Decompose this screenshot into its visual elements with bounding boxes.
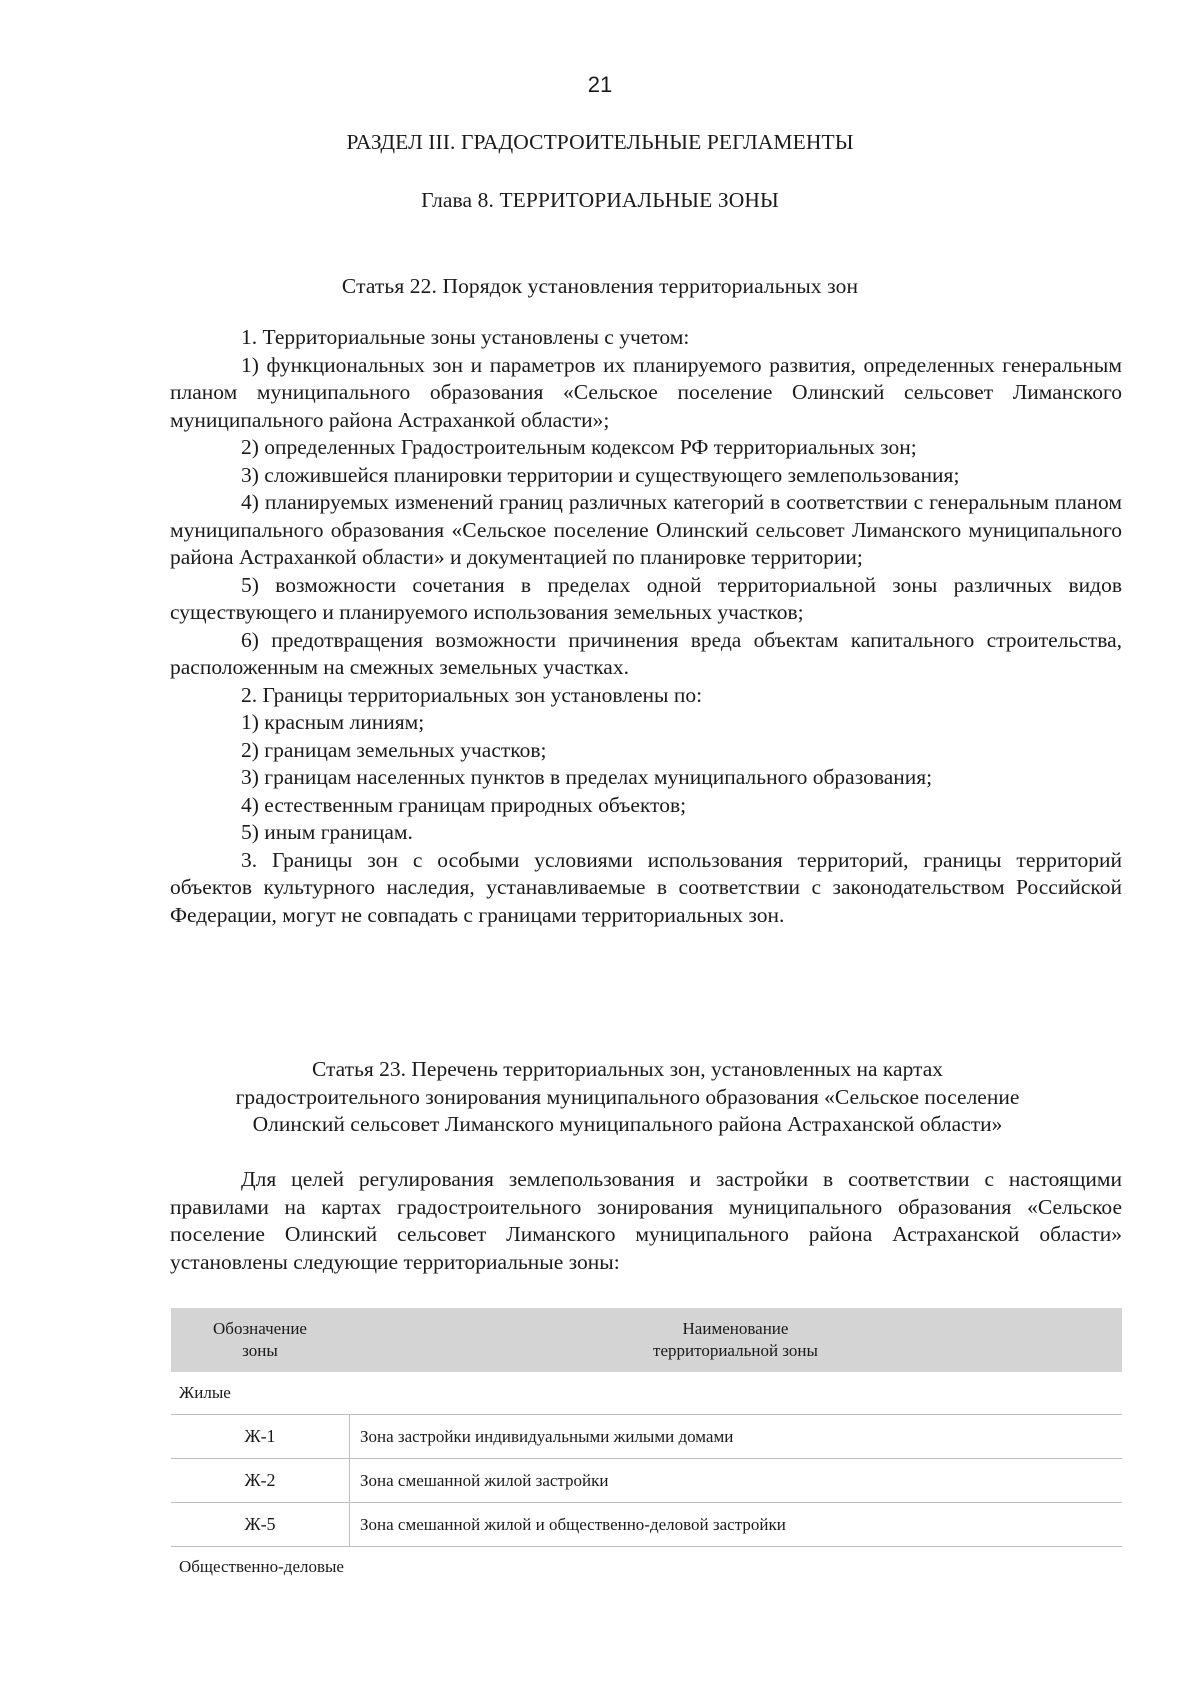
table-row [171, 1414, 1122, 1458]
paragraph: 4) планируемых изменений границ различных категорий в соответствии с генеральным планом муниципального образования «Сельское поселение Олинский сельсовет Лиманского муниципального района Астраханкой области» и документацией по планировке территории; [170, 490, 1122, 569]
zone-name: Зона застройки индивидуальными жилыми домами [360, 1426, 734, 1446]
header-zone-code [171, 1318, 349, 1362]
page-number: 21 [587, 72, 613, 97]
paragraph: 2. Границы территориальных зон установлены по: [241, 682, 703, 707]
article-23-body [170, 1166, 1122, 1276]
header-zone-code-line: зоны [242, 1341, 278, 1360]
chapter-title: Глава 8. ТЕРРИТОРИАЛЬНЫЕ ЗОНЫ [421, 188, 779, 212]
header-zone-name-line: Наименование [682, 1319, 789, 1338]
zone-name: Зона смешанной жилой застройки [360, 1470, 609, 1490]
table-group-label: Общественно-деловые [179, 1557, 344, 1576]
paragraph: 2) границам земельных участков; [241, 737, 547, 762]
article-23-title [180, 1056, 1075, 1139]
table-row [171, 1458, 1122, 1502]
zone-table [171, 1308, 1122, 1587]
table-row [171, 1502, 1122, 1546]
article-22-title: Статья 22. Порядок установления территориальных зон [341, 274, 859, 298]
article-23-title-line: Олинский сельсовет Лиманского муниципального района Астраханской области» [252, 1112, 1003, 1136]
article-23-title-line: Статья 23. Перечень территориальных зон, установленных на картах [311, 1057, 944, 1081]
zone-code: Ж-1 [171, 1415, 350, 1458]
table-rows [171, 1414, 1122, 1547]
paragraph: 6) предотвращения возможности причинения вреда объектам капитального строительства, расположенным на смежных земельных участках. [170, 627, 1122, 679]
zone-code: Ж-5 [171, 1503, 350, 1546]
article-22-body [170, 324, 1122, 929]
header-zone-name-line: территориальной зоны [653, 1341, 818, 1360]
zone-code: Ж-2 [171, 1459, 350, 1502]
paragraph: 1) красным линиям; [241, 710, 425, 734]
paragraph: 4) естественным границам природных объектов; [241, 792, 687, 817]
article-23-title-line: градостроительного зонирования муниципального образования «Сельское поселение [235, 1084, 1020, 1109]
section-title: РАЗДЕЛ III. ГРАДОСТРОИТЕЛЬНЫЕ РЕГЛАМЕНТЫ [346, 130, 854, 154]
paragraph: 5) возможности сочетания в пределах одной территориальной зоны различных видов существующего и планируемого использования земельных участков; [170, 572, 1122, 624]
table-header [171, 1308, 1122, 1372]
paragraph: 3) сложившейся планировки территории и существующего землепользования; [241, 462, 960, 487]
table-group-label: Жилые [179, 1383, 231, 1402]
paragraph: 5) иным границам. [241, 820, 413, 844]
paragraph: 1) функциональных зон и параметров их планируемого развития, определенных генеральным планом муниципального образования «Сельское поселение Олинский сельсовет Лиманского муниципального района Астраханкой области»; [170, 352, 1122, 432]
paragraph: 3) границам населенных пунктов в пределах муниципального образования; [241, 765, 933, 789]
paragraph: 3. Границы зон с особыми условиями использования территорий, границы территорий объектов культурного наследия, устанавливаемые в соответствии с законодательством Российской Федерации, могут не совпадать с границами территориальных зон. [170, 847, 1122, 927]
paragraph: 1. Территориальные зоны установлены с учетом: [241, 325, 690, 349]
header-zone-name [349, 1318, 1122, 1362]
header-zone-code-line: Обозначение [213, 1319, 307, 1338]
zone-name: Зона смешанной жилой и общественно-деловой застройки [360, 1514, 786, 1534]
paragraph: 2) определенных Градостроительным кодексом РФ территориальных зон; [241, 435, 917, 459]
paragraph: Для целей регулирования землепользования и застройки в соответствии с настоящими правилами на картах градостроительного зонирования муниципального образования «Сельское поселение Олинский сельсовет Лиманского муниципального района Астраханской области» установлены следующие территориальные зоны: [170, 1167, 1122, 1274]
